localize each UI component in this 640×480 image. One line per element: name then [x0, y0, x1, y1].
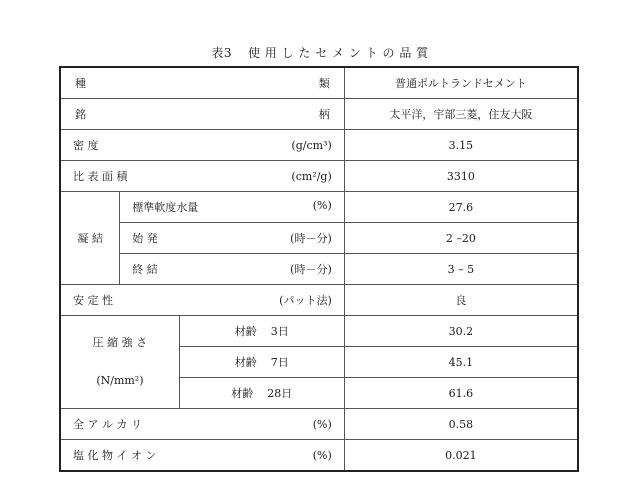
row-label-water-content: 標準軟度水量 (%)	[120, 192, 345, 223]
table-row	[60, 223, 578, 254]
row-label-final-set: 終 結 (時－分)	[120, 254, 345, 285]
row-label-specific-surface: 比 表 面 積 (cm²/g)	[60, 161, 344, 192]
table-row	[60, 440, 578, 472]
row-label-chloride: 塩 化 物 イ オ ン (%)	[60, 440, 344, 472]
row-value-water-content: 27.6	[344, 192, 578, 223]
row-value-chloride: 0.021	[344, 440, 578, 472]
row-label-brand: 銘 柄	[60, 99, 344, 130]
table-row	[60, 99, 578, 130]
row-label-age-28: 材齢 28日	[179, 378, 344, 409]
table-row	[60, 192, 578, 223]
setting-group-label: 凝 結	[60, 192, 120, 285]
row-value-final-set: 3 – 5	[344, 254, 578, 285]
table-caption	[0, 44, 640, 61]
row-value-brand: 太平洋，宇部三菱，住友大阪	[344, 99, 578, 130]
table-title: 使 用 し た セ メ ン ト の 品 質	[247, 46, 429, 60]
row-value-age-7: 45.1	[344, 347, 578, 378]
row-value-initial-set: 2 –20	[344, 223, 578, 254]
row-value-age-28: 61.6	[344, 378, 578, 409]
table-row	[60, 130, 578, 161]
row-value-total-alkali: 0.58	[344, 409, 578, 440]
table-row	[60, 409, 578, 440]
table-row	[60, 161, 578, 192]
row-label-total-alkali: 全 ア ル カ リ (%)	[60, 409, 344, 440]
table-number: 表3	[211, 46, 232, 60]
cement-quality-table	[59, 66, 579, 472]
row-value-soundness: 良	[344, 285, 578, 316]
row-label-density: 密 度 (g/cm³)	[60, 130, 344, 161]
row-label-age-7: 材齢 7日	[179, 347, 344, 378]
compressive-group-label: 圧 縮 強 さ (N/mm²)	[60, 316, 179, 409]
row-label-soundness: 安 定 性 (パット法)	[60, 285, 344, 316]
table-row	[60, 316, 578, 347]
table-row	[60, 285, 578, 316]
table-row	[60, 67, 578, 99]
row-value-specific-surface: 3310	[344, 161, 578, 192]
row-value-age-3: 30.2	[344, 316, 578, 347]
row-value-density: 3.15	[344, 130, 578, 161]
row-label-kind: 種 類	[60, 67, 344, 99]
table-row	[60, 254, 578, 285]
row-label-age-3: 材齢 3日	[179, 316, 344, 347]
row-value-kind: 普通ポルトランドセメント	[344, 67, 578, 99]
row-label-initial-set: 始 発 (時－分)	[120, 223, 345, 254]
